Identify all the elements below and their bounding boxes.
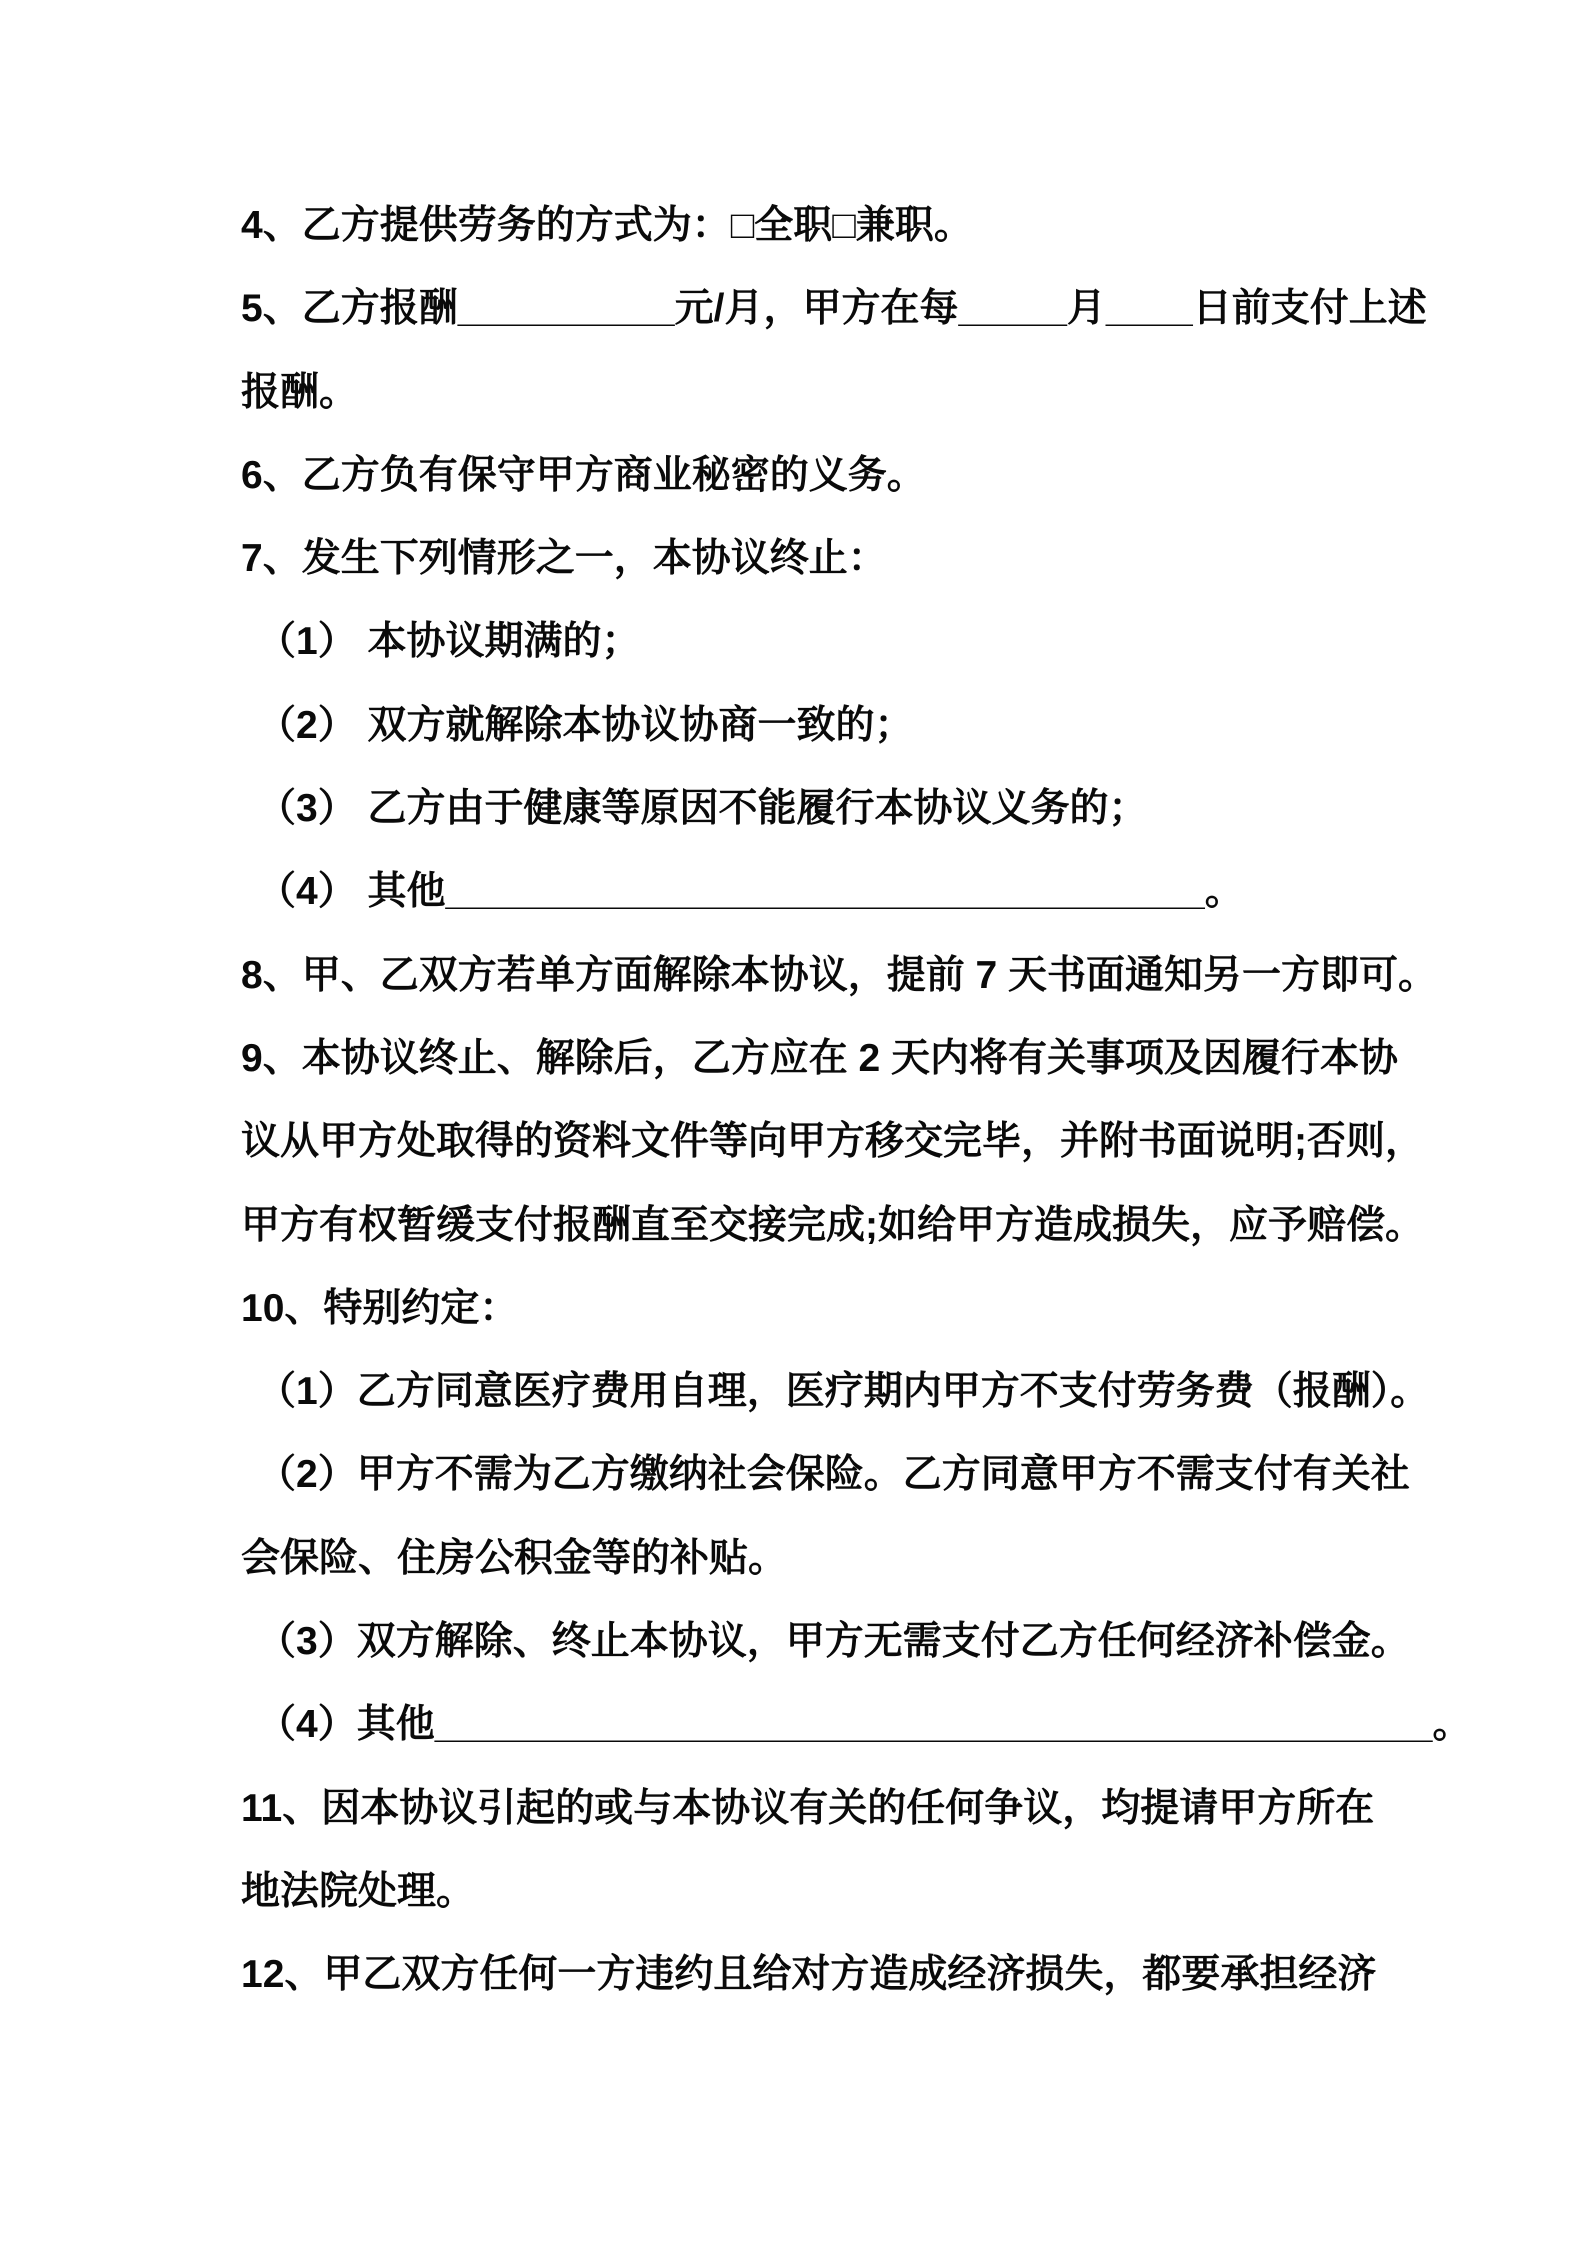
clause-4-label: 4、乙方提供劳务的方式为： <box>241 204 731 247</box>
clause-9-line-2: 议从甲方处取得的资料文件等向甲方移交完毕，并附书面说明;否则， <box>241 1120 1424 1164</box>
clause-7-item-4-label: （4） 其他 <box>257 870 446 914</box>
clause-8: 8、甲、乙双方若单方面解除本协议，提前 7 天书面通知另一方即可。 <box>241 953 1438 997</box>
clause-10-item-2-line-2: 会保险、住房公积金等的补贴。 <box>241 1536 788 1580</box>
checkbox-fulltime-icon[interactable]: □ <box>730 204 755 247</box>
clause-7-item-3: （3） 乙方由于健康等原因不能履行本协议义务的； <box>257 787 1148 831</box>
clause-10-item-4 <box>241 1683 1472 1766</box>
clause-10-item-4-label: （4）其他 <box>257 1703 435 1747</box>
blank-month-field[interactable]: _____ <box>958 287 1067 331</box>
clause-6: 6、乙方负有保守甲方商业秘密的义务。 <box>241 453 926 497</box>
clause-5-text-4: 日前支付上述 <box>1192 287 1427 331</box>
clause-9-line-1: 9、本协议终止、解除后，乙方应在 2 天内将有关事项及因履行本协 <box>241 1036 1399 1080</box>
blank-other-special-field[interactable]: ______________________________________________ <box>434 1703 1433 1747</box>
clause-10-item-4-period: 。 <box>1432 1703 1472 1747</box>
clause-4 <box>241 184 1456 267</box>
clause-5-text-3: 月 <box>1066 287 1106 331</box>
clause-10: 10、特别约定： <box>241 1286 519 1330</box>
blank-day-field[interactable]: ____ <box>1105 287 1193 331</box>
clause-7-item-4-period: 。 <box>1204 870 1244 914</box>
clause-12: 12、甲乙双方任何一方违约且给对方造成经济损失，都要承担经济 <box>241 1953 1377 1997</box>
option-parttime-label: 兼职。 <box>855 204 973 247</box>
clause-5-text-2: 元/月，甲方在每 <box>674 287 959 331</box>
blank-monthly-pay-field[interactable]: __________ <box>457 287 675 331</box>
clause-9-line-3: 甲方有权暂缓支付报酬直至交接完成;如给甲方造成损失，应予赔偿。 <box>241 1203 1424 1247</box>
clause-5-line-1 <box>241 267 1456 350</box>
option-fulltime-label: 全职 <box>754 204 833 247</box>
clause-11-line-1: 11、因本协议引起的或与本协议有关的任何争议，均提请甲方所在 <box>241 1786 1375 1830</box>
clause-10-item-1: （1）乙方同意医疗费用自理，医疗期内甲方不支付劳务费（报酬）。 <box>257 1370 1430 1414</box>
clause-11-line-2: 地法院处理。 <box>241 1869 476 1913</box>
clause-7-item-4 <box>241 850 1456 933</box>
clause-7-item-2: （2） 双方就解除本协议协商一致的； <box>257 703 914 747</box>
blank-other-termination-field[interactable]: ___________________________________ <box>445 870 1205 914</box>
clause-5-line-2: 报酬。 <box>241 370 359 414</box>
clause-7-item-1: （1） 本协议期满的； <box>257 620 641 664</box>
clause-10-item-3: （3）双方解除、终止本协议，甲方无需支付乙方任何经济补偿金。 <box>257 1620 1410 1664</box>
clause-10-item-2-line-1: （2）甲方不需为乙方缴纳社会保险。乙方同意甲方不需支付有关社 <box>257 1453 1410 1497</box>
clause-7: 7、发生下列情形之一，本协议终止： <box>241 537 887 581</box>
checkbox-parttime-icon[interactable]: □ <box>832 204 856 247</box>
clause-5-text-1: 5、乙方报酬 <box>241 287 458 331</box>
